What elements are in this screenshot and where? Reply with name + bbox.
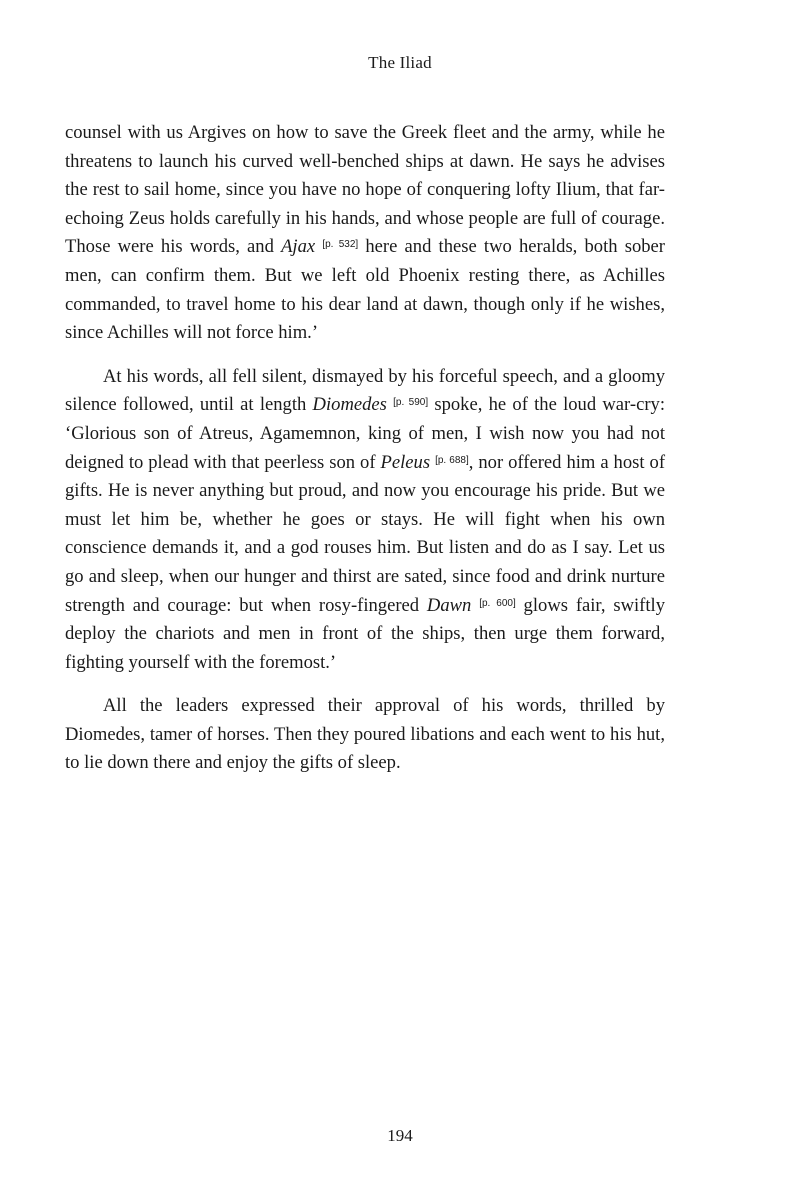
cross-reference-link[interactable]: Diomedes	[312, 394, 387, 416]
text-run: , nor offered him a host of gifts. He is never anything but proud, and now you encourage his pride. But we must let him be, whether he goes or stays. He will fight when his own conscience demands it, and a god rouses him. But listen and do as I say. Let us go and sleep, when our hunger and thirst are sated, since food and drink nurture strength and courage: but when rosy-fingered	[65, 451, 666, 616]
text-run: glows fair, swiftly deploy the chariots and men in front of the ships, then urge them forward, fighting yourself with the foremost.’	[65, 594, 665, 673]
page-reference-marker: [p. 600]	[479, 597, 516, 609]
page-reference-marker: [p. 590]	[393, 397, 429, 409]
paragraph-3	[65, 692, 665, 778]
cross-reference-link[interactable]: Ajax	[281, 236, 316, 258]
cross-reference-link[interactable]: Peleus	[380, 451, 431, 473]
page-reference-marker: [p. 688]	[435, 454, 469, 466]
paragraph-1	[65, 119, 665, 348]
body-text	[65, 119, 665, 793]
text-run: At his words, all fell silent, dismayed by his forceful speech, and a gloomy silence followed, until at length	[65, 365, 665, 416]
text-run: here and these two heralds, both sober men, can confirm them. But we left old Phoenix resting there, as Achilles commanded, to travel home to his dear land at dawn, though only if he wishes, since Achilles will not force him.’	[65, 236, 665, 344]
page-reference-marker: [p. 532]	[322, 239, 359, 251]
text-run: All the leaders expressed their approval of his words, thrilled by Diomedes, tamer of horses. Then they poured libations and each went to his hut, to lie down there and enjoy the gifts of sleep.	[65, 695, 665, 774]
running-head: The Iliad	[368, 53, 432, 72]
page-number: 194	[387, 1126, 413, 1145]
paragraph-2	[65, 363, 665, 678]
text-run: spoke, he of the loud war-cry: ‘Glorious son of Atreus, Agamemnon, king of men, I wish now you had not deigned to plead with that peerless son of	[65, 394, 665, 473]
cross-reference-link[interactable]: Dawn	[426, 594, 472, 616]
text-run: counsel with us Argives on how to save the Greek fleet and the army, while he threatens to launch his curved well-benched ships at dawn. He says he advises the rest to sail home, since you have no hope of conquering lofty Ilium, that far-echoing Zeus holds carefully in his hands, and whose people are full of courage. Those were his words, and	[65, 122, 665, 258]
